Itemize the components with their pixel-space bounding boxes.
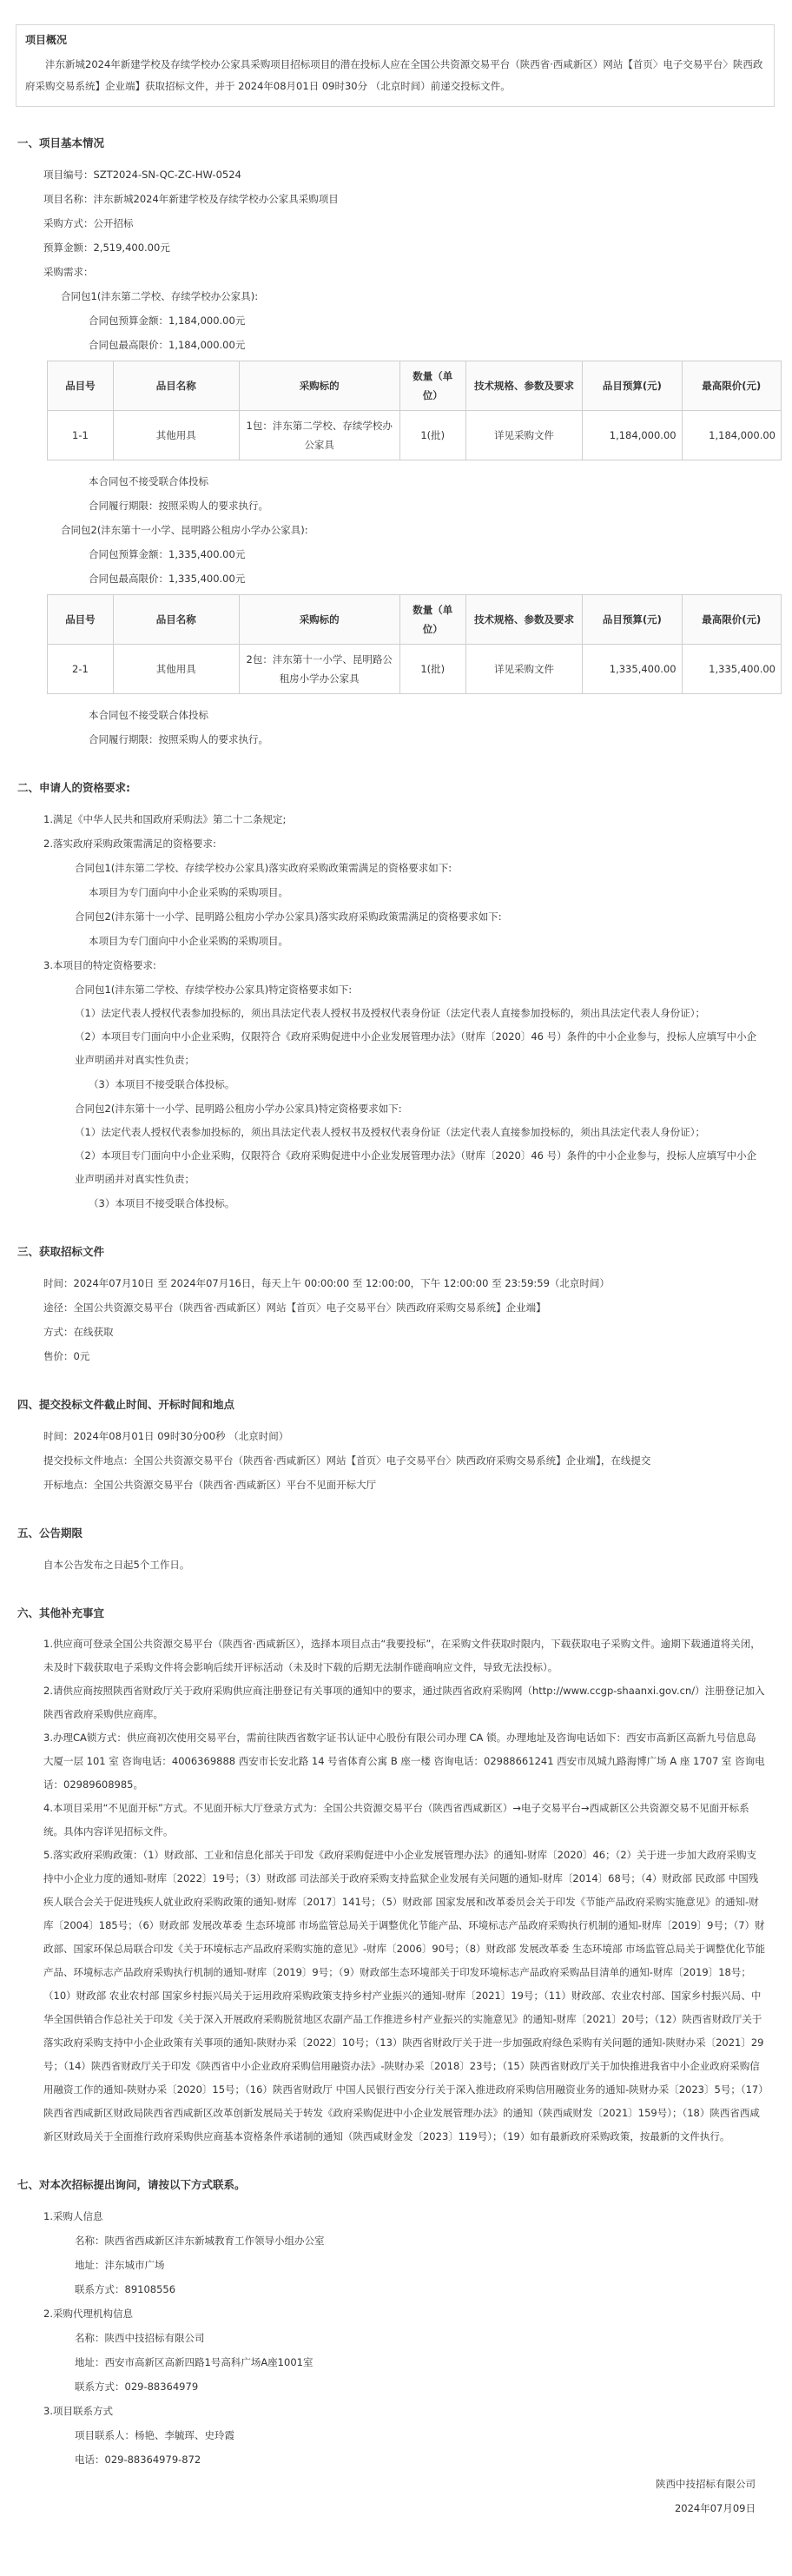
agent-contact: 联系方式：029-88364979 [75,2381,199,2393]
cell-budget: 1,184,000.00 [583,411,682,460]
table-header-row [48,361,782,411]
procurement-method: 采购方式：公开招标 [43,217,134,229]
budget-amount: 预算金额：2,519,400.00元 [43,242,170,254]
col-subject: 采购标的 [239,595,399,645]
package-2-table [47,594,782,694]
overview-title: 项目概况 [25,34,68,46]
supplement-1: 1.供应商可登录全国公共资源交易平台（陕西省·西咸新区），选择本项目点击“我要投标”，在采购文件获取时限内，下载获取电子采购文件。逾期下载通道将关闭，未及时下载获取电子采购文件将会影响后续开评标活动（未及时下载的后期无法制作磋商响应文件，导致无法投标）。 [43,1638,761,1673]
purchaser-name: 名称：陕西省西咸新区沣东新城教育工作领导小组办公室 [75,2235,325,2247]
notice-period: 自本公告发布之日起5个工作日。 [43,1559,190,1571]
cell-item-no: 2-1 [48,645,114,694]
section-3-heading: 三、获取招标文件 [17,1245,105,1258]
section-4-heading: 四、提交投标文件截止时间、开标时间和地点 [17,1398,235,1411]
qual-pkg2-policy: 合同包2(沣东第十一小学、昆明路公租房小学办公家具)落实政府采购政策需满足的资格要求如下: [75,911,502,923]
col-item-name: 品目名称 [113,361,239,411]
opening-place: 开标地点：全国公共资源交易平台（陕西省·西咸新区）平台不见面开标大厅 [43,1479,377,1491]
cell-subject: 2包：沣东第十一小学、昆明路公租房小学办公家具 [239,645,399,694]
purchaser-contact: 联系方式：89108556 [75,2283,176,2295]
col-item-no: 品目号 [48,595,114,645]
qual-pkg1-item-3: （3）本项目不接受联合体投标。 [89,1078,235,1090]
overview-body: 沣东新城2024年新建学校及存续学校办公家具采购项目招标项目的潜在投标人应在全国公共资源交易平台（陕西省·西咸新区）网站【首页〉电子交易平台〉陕西政府采购交易系统】企业端】获取招标文件，并于 2024年08月01日 09时30分 （北京时间）前递交投标文件。 [25,58,763,92]
qual-1: 1.满足《中华人民共和国政府采购法》第二十二条规定; [43,813,287,825]
obtain-place: 途径：全国公共资源交易平台（陕西省·西咸新区）网站【首页〉电子交易平台〉陕西政府采购交易系统】企业端】 [43,1301,546,1314]
section-5-heading: 五、公告期限 [17,1526,83,1540]
table-row [48,645,782,694]
qual-2: 2.落实政府采购政策需满足的资格要求: [43,838,216,850]
col-subject: 采购标的 [239,361,399,411]
signature-company: 陕西中技招标有限公司 [656,2478,756,2490]
cell-budget: 1,335,400.00 [583,645,682,694]
cell-spec: 详见采购文件 [465,645,583,694]
announcement-page [0,24,792,2520]
qual-pkg1-sme: 本项目为专门面向中小企业采购的采购项目。 [89,886,288,898]
qual-pkg2-specific: 合同包2(沣东第十一小学、昆明路公租房小学办公家具)特定资格要求如下: [75,1103,402,1115]
cell-quantity: 1(批) [399,645,465,694]
qual-pkg2-sme: 本项目为专门面向中小企业采购的采购项目。 [89,935,288,947]
section-7-heading: 七、对本次招标提出询问，请按以下方式联系。 [17,2178,246,2191]
cell-item-name: 其他用具 [113,645,239,694]
supplement-5: 5.落实政府采购政策：（1）财政部、工业和信息化部关于印发《政府采购促进中小企业发展管理办法》的通知-财库〔2020〕46；（2）关于进一步加大政府采购支持中小企业力度的通知-财库〔2022〕19号；（3）财政部 司法部关于政府采购支持监狱企业发展有关问题的通知-财库〔2014〕68号；（4）财政部 民政部 中国残疾人联合会关于促进残疾人就业政府采购政策的通知-财库〔2017〕141号；（5）财政部 国家发展和改革委员会关于印发《节能产品政府采购实施意见》的通知-财库〔2004〕185号；（6）财政部 发展改革委 生态环境部 市场监管总局关于调整优化节能产品、环境标志产品政府采购执行机制的通知-财库〔2019〕9号；（7）财政部、国家环保总局联合印发《关于环境标志产品政府采购实施的意见》-财库〔2006〕90号；（8）财政部 发展改革委 生态环境部 市场监管总局关于调整优化节能产品、环境标志产品政府采购执行机制的通知-财库〔2019〕9号；（9）财政部生态环境部关于印发环境标志产品政府采购品目清单的通知-财库〔2019〕18号；（10）财政部 农业农村部 国家乡村振兴局关于运用政府采购政策支持乡村产业振兴的通知-财库〔2021〕19号；（11）财政部、农业农村部、国家乡村振兴局、中华全国供销合作总社关于印发《关于深入开展政府采购脱贫地区农副产品工作推进乡村产业振兴的实施意见》的通知-财库〔2021〕20号；（12）陕西省财政厅关于落实政府采购支持中小企业政策有关事项的通知-陕财办采〔2022〕10号；（13）陕西省财政厅关于进一步加强政府绿色采购有关问题的通知-陕财办采〔2021〕29号；（14）陕西省财政厅关于印发《陕西省中小企业政府采购信用融资办法》-陕财办采〔2018〕23号；（15）陕西省财政厅关于加快推进我省中小企业政府采购信用融资工作的通知-陕财办采〔2020〕15号；（16）陕西省财政厅 中国人民银行西安分行关于深入推进政府采购信用融资业务的通知-陕财办采〔2023〕5号；（17）陕西省西咸新区财政局陕西省西咸新区改革创新发展局关于转发《政府采购促进中小企业发展管理办法》的通知（陕西咸财发〔2021〕159号）；（18）陕西省西咸新区财政局关于全面推行政府采购供应商基本资格条件承诺制的通知（陕西咸财金发〔2023〕119号）；（19）如有最新政府采购政策，按最新的文件执行。 [43,1849,766,2142]
col-item-no: 品目号 [48,361,114,411]
agent-title: 2.采购代理机构信息 [43,2308,133,2320]
cell-quantity: 1(批) [399,411,465,460]
package-1-budget: 合同包预算金额：1,184,000.00元 [89,315,246,327]
cell-spec: 详见采购文件 [465,411,583,460]
col-item-name: 品目名称 [113,595,239,645]
project-contact-title: 3.项目联系方式 [43,2405,113,2417]
supplement-3: 3.办理CA锁方式：供应商初次使用交易平台，需前往陕西省数字证书认证中心股份有限公司办理 CA 锁。办理地址及咨询电话如下：西安市高新区高新九号信息岛大厦一层 101 室 咨询电话：4006369888 西安市长安北路 14 号省体育公寓 B 座一楼 咨询电话：02988661241 西安市凤城九路海博广场 A 座 1707 室 咨询电话：02989608985。 [43,1732,765,1791]
obtain-way: 方式：在线获取 [43,1326,114,1338]
table-header-row [48,595,782,645]
project-contact-people: 项目联系人：杨艳、李毓珲、史玲霞 [75,2429,234,2441]
qual-pkg2-item-1: （1）法定代表人授权代表参加投标的，须出具法定代表人授权书及授权代表身份证（法定代表人直接参加投标的，须出具法定代表人身份证）； [75,1126,706,1138]
deadline-time: 时间：2024年08月01日 09时30分00秒 （北京时间） [43,1430,289,1442]
section-1-heading: 一、项目基本情况 [17,136,105,149]
package-2-budget: 合同包预算金额：1,335,400.00元 [89,548,246,560]
qual-3: 3.本项目的特定资格要求: [43,959,156,971]
package-2-period: 合同履行期限：按照采购人的要求执行。 [89,733,268,745]
col-quantity: 数量（单位） [399,595,465,645]
qual-pkg1-item-1: （1）法定代表人授权代表参加投标的，须出具法定代表人授权书及授权代表身份证（法定代表人直接参加投标的，须出具法定代表人身份证）； [75,1007,706,1019]
qual-pkg1-specific: 合同包1(沣东第二学校、存续学校办公家具)特定资格要求如下: [75,983,353,996]
qual-pkg1-item-2: （2）本项目专门面向中小企业采购，仅限符合《政府采购促进中小企业发展管理办法》（财库〔2020〕46 号）条件的中小企业参与，投标人应填写中小企业声明函并对真实性负责； [75,1030,757,1066]
col-budget: 品目预算(元) [583,595,682,645]
package-2-cap: 合同包最高限价：1,335,400.00元 [89,573,246,585]
project-number: 项目编号：SZT2024-SN-QC-ZC-HW-0524 [43,169,241,181]
cell-cap: 1,335,400.00 [682,645,781,694]
qual-pkg1-policy: 合同包1(沣东第二学校、存续学校办公家具)落实政府采购政策需满足的资格要求如下: [75,862,452,874]
package-1-period: 合同履行期限：按照采购人的要求执行。 [89,500,268,512]
obtain-price: 售价：0元 [43,1350,90,1362]
package-2-title: 合同包2(沣东第十一小学、昆明路公租房小学办公家具): [61,524,308,536]
col-cap: 最高限价(元) [682,361,781,411]
submit-place: 提交投标文件地点：全国公共资源交易平台（陕西省·西咸新区）网站【首页〉电子交易平台〉陕西政府采购交易系统】企业端】，在线提交 [43,1454,651,1467]
supplement-4: 4.本项目采用“不见面开标”方式。不见面开标大厅登录方式为：全国公共资源交易平台（陕西省西咸新区）→电子交易平台→西咸新区公共资源交易不见面开标系统。具体内容详见招标文件。 [43,1802,749,1838]
cell-cap: 1,184,000.00 [682,411,781,460]
section-2-heading: 二、申请人的资格要求: [17,781,130,794]
col-spec: 技术规格、参数及要求 [465,595,583,645]
project-name: 项目名称：沣东新城2024年新建学校及存续学校办公家具采购项目 [43,193,339,205]
qual-pkg2-item-3: （3）本项目不接受联合体投标。 [89,1197,235,1209]
table-row [48,411,782,460]
col-budget: 品目预算(元) [583,361,682,411]
package-1-title: 合同包1(沣东第二学校、存续学校办公家具): [61,290,259,302]
cell-item-no: 1-1 [48,411,114,460]
section-6-heading: 六、其他补充事宜 [17,1606,105,1619]
project-contact-tel: 电话：029-88364979-872 [75,2453,201,2466]
cell-subject: 1包：沣东第二学校、存续学校办公家具 [239,411,399,460]
package-2-no-consortium: 本合同包不接受联合体投标 [89,709,208,721]
package-1-no-consortium: 本合同包不接受联合体投标 [89,475,208,487]
col-cap: 最高限价(元) [682,595,781,645]
procurement-requirement-label: 采购需求： [43,266,94,278]
package-1-table [47,361,782,460]
col-spec: 技术规格、参数及要求 [465,361,583,411]
agent-address: 地址：西安市高新区高新四路1号高科广场A座1001室 [75,2356,314,2368]
supplement-2: 2.请供应商按照陕西省财政厅关于政府采购供应商注册登记有关事项的通知中的要求，通过陕西省政府采购网（http://www.ccgp-shaanxi.gov.cn/）注册登记加入陕西省政府采购供应商库。 [43,1685,765,1720]
package-1-cap: 合同包最高限价：1,184,000.00元 [89,339,246,351]
cell-item-name: 其他用具 [113,411,239,460]
purchaser-title: 1.采购人信息 [43,2210,103,2222]
col-quantity: 数量（单位） [399,361,465,411]
agent-name: 名称：陕西中技招标有限公司 [75,2332,205,2344]
overview-box [16,24,775,107]
signature-date: 2024年07月09日 [674,2502,756,2514]
purchaser-address: 地址：沣东城市广场 [75,2259,165,2271]
qual-pkg2-item-2: （2）本项目专门面向中小企业采购，仅限符合《政府采购促进中小企业发展管理办法》（财库〔2020〕46 号）条件的中小企业参与，投标人应填写中小企业声明函并对真实性负责； [75,1149,757,1185]
obtain-time: 时间：2024年07月10日 至 2024年07月16日，每天上午 00:00:00 至 12:00:00，下午 12:00:00 至 23:59:59（北京时间） [43,1277,610,1289]
